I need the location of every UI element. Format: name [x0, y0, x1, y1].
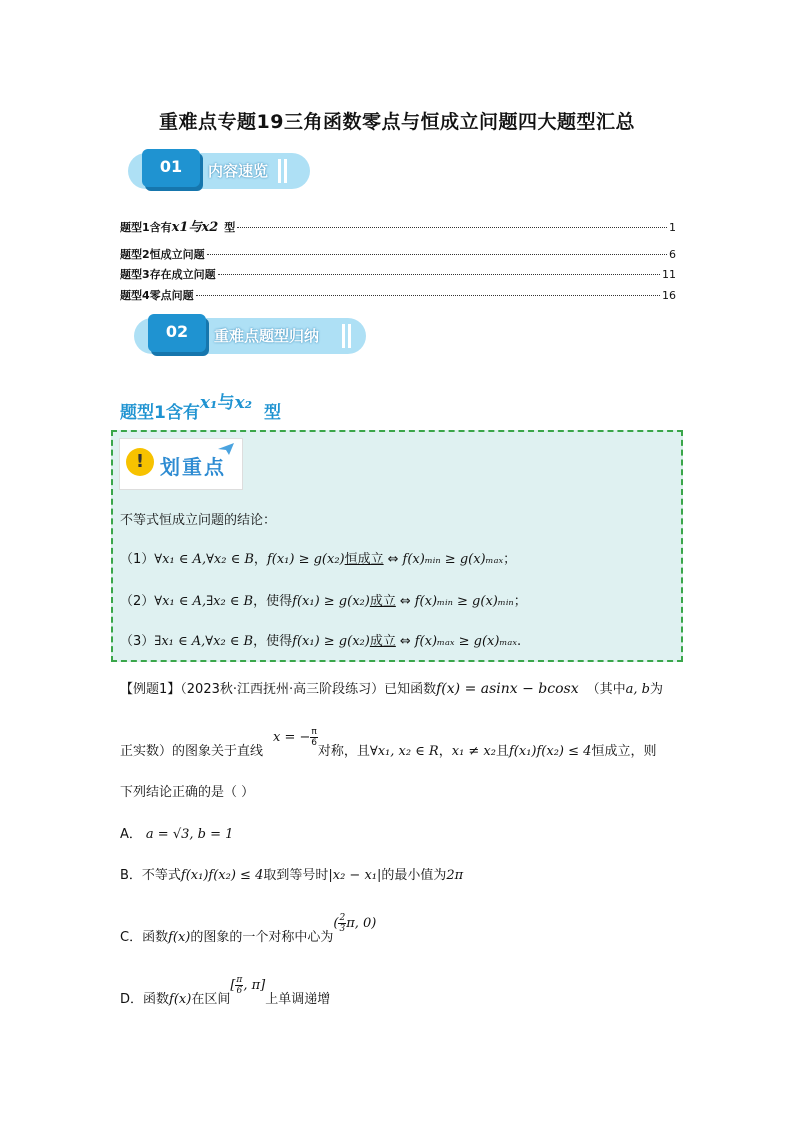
option-b[interactable]: B．不等式f(x₁)f(x₂) ≤ 4取到等号时|x₂ − x₁|的最小值为2π [120, 868, 464, 883]
option-d[interactable]: D．函数f(x)在区间[ $\frac{\pi}{6}$ , π]上单调递增 [120, 975, 331, 1007]
condition-row: （1）∀x₁ ∈ A,∀x₂ ∈ B，f(x₁) ≥ g(x₂)恒成立 ⇔ f(x)ₘᵢₙ ≥ g(x)ₘₐₓ； [120, 552, 517, 567]
key-point-badge: ! 划重点 [119, 438, 243, 490]
section-number: 02 [148, 314, 206, 352]
section-banner-overview [128, 153, 310, 189]
conclusion-intro: 不等式恒成立问题的结论： [120, 513, 277, 528]
type-heading: 题型1含有x₁与x₂ 型 [120, 393, 282, 423]
section-number: 01 [142, 149, 200, 187]
toc-entry[interactable]: 题型1含有x1与x2 型 1 [120, 220, 676, 235]
section-label: 重难点题型归纳 [214, 327, 320, 345]
toc-entry[interactable]: 题型3存在成立问题 11 [120, 268, 676, 281]
section-banner-types [134, 318, 366, 354]
example-line-2: 正实数）的图象关于直线x = − $\frac{\pi}{6}$ 对称，且∀x₁, x₂ ∈ R，x₁ ≠ x₂且f(x₁)f(x₂) ≤ 4恒成立，则 [120, 727, 657, 759]
section-label: 内容速览 [208, 162, 269, 180]
condition-row: （2）∀x₁ ∈ A,∃x₂ ∈ B，使得f(x₁) ≥ g(x₂)成立 ⇔ f(x)ₘᵢₙ ≥ g(x)ₘᵢₙ； [120, 594, 527, 609]
paper-plane-icon [218, 443, 234, 455]
condition-row: （3）∃x₁ ∈ A,∀x₂ ∈ B，使得f(x₁) ≥ g(x₂)成立 ⇔ f(x)ₘₐₓ ≥ g(x)ₘₐₓ. [120, 634, 522, 649]
toc-entry[interactable]: 题型2恒成立问题 6 [120, 248, 676, 261]
option-a[interactable]: A． a = √3, b = 1 [120, 827, 234, 842]
lightbulb-icon: ! [126, 448, 154, 476]
example-line-1: 【例题1】（2023秋·江西抚州·高三阶段练习）已知函数f(x) = asinx − bcosx （其中a, b为 [120, 681, 663, 697]
page-title: 重难点专题19三角函数零点与恒成立问题四大题型汇总 [159, 111, 635, 133]
toc-entry[interactable]: 题型4零点问题 16 [120, 289, 676, 302]
option-c[interactable]: C．函数f(x)的图象的一个对称中心为( $\frac{2}{3}$ π, 0) [120, 913, 377, 945]
example-question: 下列结论正确的是（ ） [120, 785, 255, 800]
